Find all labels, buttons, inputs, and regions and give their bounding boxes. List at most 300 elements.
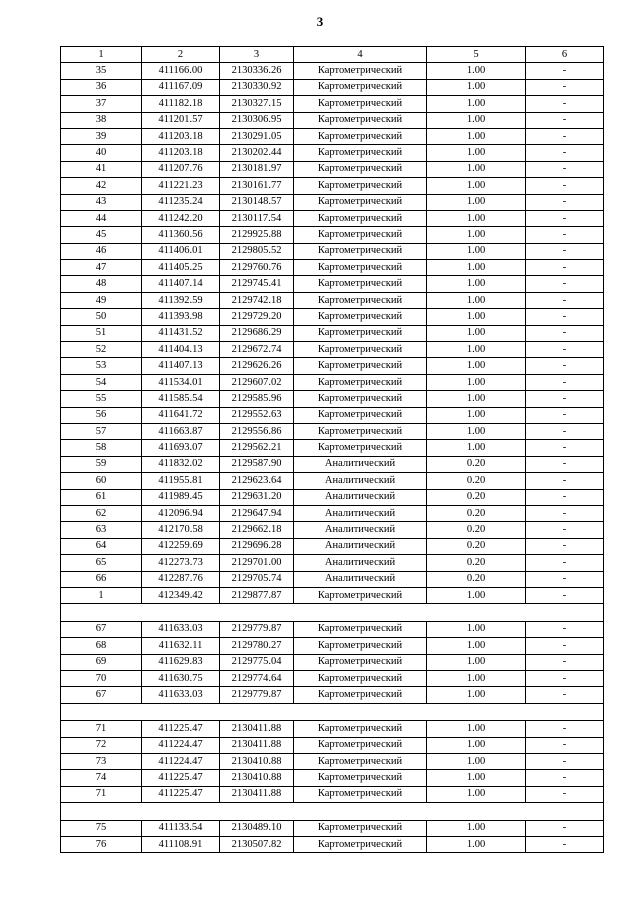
table-cell: 1.00	[427, 391, 526, 407]
table-cell: -	[526, 227, 604, 243]
table-cell: 2130507.82	[220, 837, 294, 853]
table-row	[61, 227, 604, 243]
table-cell: 1.00	[427, 754, 526, 770]
table-cell: 2130411.88	[220, 786, 294, 802]
table-cell: -	[526, 440, 604, 456]
table-cell: 57	[61, 423, 142, 439]
table-cell: Картометрический	[294, 737, 427, 753]
table-cell: 411225.47	[142, 786, 220, 802]
table-cell: -	[526, 522, 604, 538]
table-cell: 2130181.97	[220, 161, 294, 177]
table-cell: 70	[61, 670, 142, 686]
table-cell: 411242.20	[142, 210, 220, 226]
table-cell: 1.00	[427, 178, 526, 194]
table-cell: 1.00	[427, 243, 526, 259]
table-row	[61, 276, 604, 292]
table-cell: 1.00	[427, 292, 526, 308]
table-cell: Картометрический	[294, 342, 427, 358]
table-cell: 60	[61, 473, 142, 489]
table-cell: 411392.59	[142, 292, 220, 308]
table-cell: 411207.76	[142, 161, 220, 177]
table-cell: 2129556.86	[220, 423, 294, 439]
table-cell: -	[526, 670, 604, 686]
table-cell: 54	[61, 374, 142, 390]
table-row	[61, 358, 604, 374]
table-cell: Картометрический	[294, 754, 427, 770]
table-cell: Картометрический	[294, 325, 427, 341]
table-cell: 2129701.00	[220, 555, 294, 571]
table-cell: Картометрический	[294, 407, 427, 423]
table-cell: 59	[61, 456, 142, 472]
table-cell: 1.00	[427, 128, 526, 144]
table-cell: 41	[61, 161, 142, 177]
table-cell: -	[526, 555, 604, 571]
table-row	[61, 391, 604, 407]
table-cell: -	[526, 837, 604, 853]
table-cell: 2130306.95	[220, 112, 294, 128]
table-row	[61, 407, 604, 423]
table-cell: 2129672.74	[220, 342, 294, 358]
table-cell: Картометрический	[294, 194, 427, 210]
table-cell: Аналитический	[294, 473, 427, 489]
table-cell: Аналитический	[294, 456, 427, 472]
table-cell: 411832.02	[142, 456, 220, 472]
table-row	[61, 292, 604, 308]
table-cell: Картометрический	[294, 161, 427, 177]
table-cell: -	[526, 770, 604, 786]
table-row	[61, 587, 604, 603]
table-cell: Картометрический	[294, 391, 427, 407]
table-cell: -	[526, 325, 604, 341]
table-cell: 411133.54	[142, 820, 220, 836]
table-cell: 2129585.96	[220, 391, 294, 407]
table-cell: 411393.98	[142, 309, 220, 325]
table-cell: 2129775.04	[220, 654, 294, 670]
table-row	[61, 721, 604, 737]
table-cell: 1.00	[427, 79, 526, 95]
table-cell: 411693.07	[142, 440, 220, 456]
table-row	[61, 737, 604, 753]
table-cell: -	[526, 654, 604, 670]
table-cell: 2130161.77	[220, 178, 294, 194]
table-row	[61, 571, 604, 587]
table-cell: 1.00	[427, 587, 526, 603]
table-cell: 2129779.87	[220, 621, 294, 637]
table-cell: Картометрический	[294, 260, 427, 276]
table-cell: 2129647.94	[220, 505, 294, 521]
section-separator-row	[61, 604, 604, 622]
table-cell: 1.00	[427, 721, 526, 737]
table-cell: 411224.47	[142, 737, 220, 753]
table-cell: Аналитический	[294, 538, 427, 554]
table-row	[61, 161, 604, 177]
table-cell: 411235.24	[142, 194, 220, 210]
table-cell: 412096.94	[142, 505, 220, 521]
table-cell: 2129686.29	[220, 325, 294, 341]
table-cell: 2129631.20	[220, 489, 294, 505]
table-cell: 40	[61, 145, 142, 161]
table-cell: -	[526, 374, 604, 390]
table-row	[61, 473, 604, 489]
table-cell: Картометрический	[294, 178, 427, 194]
table-cell: -	[526, 456, 604, 472]
table-cell: -	[526, 161, 604, 177]
table-cell: Картометрический	[294, 63, 427, 79]
table-cell: 0.20	[427, 571, 526, 587]
table-cell: Картометрический	[294, 587, 427, 603]
table-cell: 68	[61, 638, 142, 654]
table-cell: 1.00	[427, 837, 526, 853]
table-cell: 411167.09	[142, 79, 220, 95]
table-row	[61, 621, 604, 637]
table-cell: 2129705.74	[220, 571, 294, 587]
table-cell: -	[526, 786, 604, 802]
table-cell: 2129587.90	[220, 456, 294, 472]
separator-cell	[61, 703, 604, 721]
table-row	[61, 96, 604, 112]
table-cell: 411221.23	[142, 178, 220, 194]
table-cell: 411407.13	[142, 358, 220, 374]
table-cell: 2129662.18	[220, 522, 294, 538]
table-cell: 1	[61, 587, 142, 603]
table-cell: 411633.03	[142, 687, 220, 703]
table-row	[61, 837, 604, 853]
table-cell: Картометрический	[294, 210, 427, 226]
table-header-row	[61, 47, 604, 63]
table-cell: Аналитический	[294, 555, 427, 571]
table-cell: 2129552.63	[220, 407, 294, 423]
column-header: 4	[294, 47, 427, 63]
table-cell: 412287.76	[142, 571, 220, 587]
table-cell: 62	[61, 505, 142, 521]
table-cell: 1.00	[427, 96, 526, 112]
table-cell: 1.00	[427, 325, 526, 341]
table-cell: Картометрический	[294, 292, 427, 308]
table-cell: 45	[61, 227, 142, 243]
table-cell: Картометрический	[294, 276, 427, 292]
table-cell: 74	[61, 770, 142, 786]
table-cell: -	[526, 358, 604, 374]
table-cell: 56	[61, 407, 142, 423]
table-cell: 411225.47	[142, 770, 220, 786]
table-cell: 1.00	[427, 276, 526, 292]
table-cell: 2129696.28	[220, 538, 294, 554]
table-row	[61, 638, 604, 654]
table-cell: Картометрический	[294, 687, 427, 703]
table-cell: 1.00	[427, 820, 526, 836]
table-cell: -	[526, 194, 604, 210]
table-cell: -	[526, 721, 604, 737]
table-cell: 52	[61, 342, 142, 358]
table-cell: 1.00	[427, 654, 526, 670]
table-row	[61, 555, 604, 571]
table-row	[61, 63, 604, 79]
table-cell: Картометрический	[294, 670, 427, 686]
table-cell: 2130410.88	[220, 754, 294, 770]
table-cell: -	[526, 145, 604, 161]
table-cell: 69	[61, 654, 142, 670]
column-header: 5	[427, 47, 526, 63]
table-row	[61, 670, 604, 686]
table-cell: -	[526, 260, 604, 276]
table-cell: 2129623.64	[220, 473, 294, 489]
table-cell: 1.00	[427, 260, 526, 276]
table-cell: 411201.57	[142, 112, 220, 128]
table-cell: 412349.42	[142, 587, 220, 603]
table-cell: 411406.01	[142, 243, 220, 259]
table-cell: 411108.91	[142, 837, 220, 853]
table-cell: 48	[61, 276, 142, 292]
table-cell: -	[526, 276, 604, 292]
table-cell: Картометрический	[294, 820, 427, 836]
table-cell: 2130291.05	[220, 128, 294, 144]
column-header: 2	[142, 47, 220, 63]
coordinates-table	[60, 46, 604, 853]
table-cell: 2129742.18	[220, 292, 294, 308]
table-cell: -	[526, 687, 604, 703]
column-header: 6	[526, 47, 604, 63]
table-cell: 1.00	[427, 687, 526, 703]
separator-cell	[61, 604, 604, 622]
table-cell: 46	[61, 243, 142, 259]
table-cell: 412170.58	[142, 522, 220, 538]
table-row	[61, 687, 604, 703]
table-cell: 411663.87	[142, 423, 220, 439]
table-cell: Картометрический	[294, 112, 427, 128]
table-row	[61, 489, 604, 505]
table-cell: 51	[61, 325, 142, 341]
table-cell: 50	[61, 309, 142, 325]
table-cell: Картометрический	[294, 440, 427, 456]
table-cell: 2129562.21	[220, 440, 294, 456]
table-cell: Картометрический	[294, 638, 427, 654]
table-cell: 71	[61, 786, 142, 802]
table-cell: 2130411.88	[220, 737, 294, 753]
table-cell: 412273.73	[142, 555, 220, 571]
table-cell: 1.00	[427, 407, 526, 423]
table-cell: -	[526, 63, 604, 79]
table-cell: 411404.13	[142, 342, 220, 358]
table-cell: Аналитический	[294, 571, 427, 587]
table-cell: -	[526, 128, 604, 144]
table-cell: 411585.54	[142, 391, 220, 407]
table-cell: 1.00	[427, 342, 526, 358]
table-cell: 2130148.57	[220, 194, 294, 210]
table-cell: -	[526, 178, 604, 194]
table-cell: 1.00	[427, 309, 526, 325]
table-cell: 49	[61, 292, 142, 308]
table-row	[61, 79, 604, 95]
table-cell: Картометрический	[294, 423, 427, 439]
table-cell: 61	[61, 489, 142, 505]
table-cell: Аналитический	[294, 505, 427, 521]
separator-cell	[61, 803, 604, 821]
table-cell: 35	[61, 63, 142, 79]
table-cell: 411225.47	[142, 721, 220, 737]
table-cell: -	[526, 571, 604, 587]
table-row	[61, 210, 604, 226]
table-cell: 411405.25	[142, 260, 220, 276]
table-cell: 2129729.20	[220, 309, 294, 325]
page-number: 3	[316, 14, 324, 29]
table-cell: 411360.56	[142, 227, 220, 243]
table-cell: 0.20	[427, 538, 526, 554]
table-cell: -	[526, 754, 604, 770]
table-cell: 2130411.88	[220, 721, 294, 737]
table-row	[61, 538, 604, 554]
column-header: 3	[220, 47, 294, 63]
table-cell: 1.00	[427, 440, 526, 456]
table-cell: 2130330.92	[220, 79, 294, 95]
table-cell: 411182.18	[142, 96, 220, 112]
table-cell: 0.20	[427, 505, 526, 521]
table-cell: 2129780.27	[220, 638, 294, 654]
table-cell: Картометрический	[294, 621, 427, 637]
table-cell: 2129805.52	[220, 243, 294, 259]
table-cell: 1.00	[427, 638, 526, 654]
table-cell: 1.00	[427, 227, 526, 243]
table-row	[61, 440, 604, 456]
table-cell: -	[526, 473, 604, 489]
table-cell: 2130489.10	[220, 820, 294, 836]
table-cell: -	[526, 210, 604, 226]
table-cell: 72	[61, 737, 142, 753]
table-cell: 42	[61, 178, 142, 194]
table-cell: 411632.11	[142, 638, 220, 654]
table-cell: Картометрический	[294, 786, 427, 802]
table-row	[61, 243, 604, 259]
table-cell: 411166.00	[142, 63, 220, 79]
table-cell: 37	[61, 96, 142, 112]
table-cell: Аналитический	[294, 522, 427, 538]
section-separator-row	[61, 803, 604, 821]
table-cell: -	[526, 342, 604, 358]
table-cell: -	[526, 538, 604, 554]
table-cell: 38	[61, 112, 142, 128]
table-cell: 1.00	[427, 161, 526, 177]
table-row	[61, 654, 604, 670]
table-cell: 0.20	[427, 456, 526, 472]
table-row	[61, 309, 604, 325]
table-cell: 411630.75	[142, 670, 220, 686]
table-cell: 411989.45	[142, 489, 220, 505]
table-row	[61, 178, 604, 194]
table-cell: 1.00	[427, 112, 526, 128]
table-cell: 411203.18	[142, 145, 220, 161]
table-row	[61, 522, 604, 538]
table-cell: 1.00	[427, 423, 526, 439]
table-cell: 2130410.88	[220, 770, 294, 786]
table-cell: 2129774.64	[220, 670, 294, 686]
table-cell: 75	[61, 820, 142, 836]
table-cell: Картометрический	[294, 243, 427, 259]
table-cell: -	[526, 96, 604, 112]
table-cell: -	[526, 79, 604, 95]
table-cell: 1.00	[427, 145, 526, 161]
table-cell: 2129877.87	[220, 587, 294, 603]
table-row	[61, 423, 604, 439]
table-cell: 2129626.26	[220, 358, 294, 374]
table-row	[61, 505, 604, 521]
table-cell: -	[526, 621, 604, 637]
table-cell: 0.20	[427, 522, 526, 538]
table-cell: Картометрический	[294, 96, 427, 112]
table-cell: -	[526, 505, 604, 521]
table-cell: 411407.14	[142, 276, 220, 292]
table-cell: 67	[61, 687, 142, 703]
table-cell: Картометрический	[294, 721, 427, 737]
table-cell: -	[526, 638, 604, 654]
table-cell: -	[526, 820, 604, 836]
table-cell: 2129779.87	[220, 687, 294, 703]
table-cell: Картометрический	[294, 374, 427, 390]
table-row	[61, 374, 604, 390]
table-cell: 66	[61, 571, 142, 587]
table-cell: -	[526, 112, 604, 128]
table-row	[61, 325, 604, 341]
table-cell: 1.00	[427, 670, 526, 686]
table-cell: 58	[61, 440, 142, 456]
table-cell: 0.20	[427, 489, 526, 505]
table-cell: 1.00	[427, 770, 526, 786]
table-cell: 47	[61, 260, 142, 276]
table-cell: Картометрический	[294, 837, 427, 853]
table-cell: 411534.01	[142, 374, 220, 390]
table-cell: Картометрический	[294, 309, 427, 325]
table-row	[61, 128, 604, 144]
table-cell: -	[526, 587, 604, 603]
table-cell: 411431.52	[142, 325, 220, 341]
table-cell: 411203.18	[142, 128, 220, 144]
section-separator-row	[61, 703, 604, 721]
table-cell: 64	[61, 538, 142, 554]
table-cell: 76	[61, 837, 142, 853]
table-cell: Аналитический	[294, 489, 427, 505]
table-row	[61, 194, 604, 210]
table-cell: -	[526, 489, 604, 505]
table-cell: 2129760.76	[220, 260, 294, 276]
table-row	[61, 754, 604, 770]
table-cell: 0.20	[427, 555, 526, 571]
table-cell: -	[526, 243, 604, 259]
table-cell: 1.00	[427, 210, 526, 226]
table-row	[61, 456, 604, 472]
column-header: 1	[61, 47, 142, 63]
table-cell: 55	[61, 391, 142, 407]
table-cell: 411633.03	[142, 621, 220, 637]
table-cell: 1.00	[427, 786, 526, 802]
table-cell: 1.00	[427, 358, 526, 374]
table-cell: Картометрический	[294, 770, 427, 786]
table-cell: 71	[61, 721, 142, 737]
table-cell: 39	[61, 128, 142, 144]
table-cell: -	[526, 407, 604, 423]
table-cell: 2129607.02	[220, 374, 294, 390]
table-cell: 2130336.26	[220, 63, 294, 79]
table-cell: 2129925.88	[220, 227, 294, 243]
table-cell: Картометрический	[294, 79, 427, 95]
table-cell: 53	[61, 358, 142, 374]
table-cell: 1.00	[427, 621, 526, 637]
table-cell: 36	[61, 79, 142, 95]
table-row	[61, 786, 604, 802]
table-row	[61, 112, 604, 128]
table-row	[61, 820, 604, 836]
table-cell: 0.20	[427, 473, 526, 489]
table-cell: -	[526, 737, 604, 753]
table-cell: 1.00	[427, 63, 526, 79]
table-cell: 2130327.15	[220, 96, 294, 112]
